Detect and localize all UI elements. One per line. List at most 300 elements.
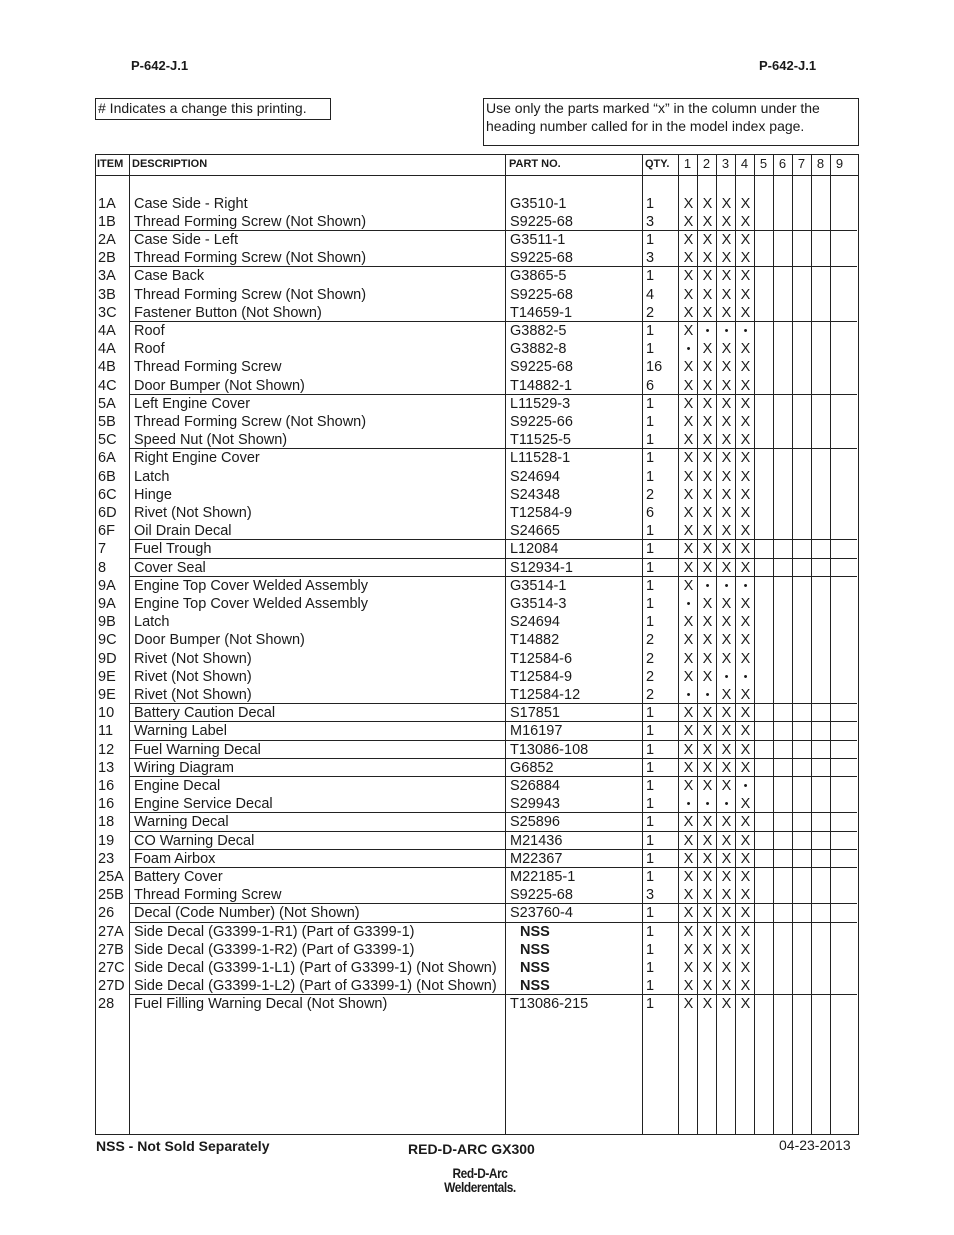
- model-mark: X: [740, 796, 751, 813]
- model-column-header: 7: [797, 156, 806, 171]
- model-mark: X: [683, 413, 694, 430]
- table-row: [96, 959, 858, 977]
- col-header-qty: QTY.: [645, 158, 670, 170]
- table-row: [96, 522, 858, 540]
- model-mark: X: [683, 668, 694, 685]
- part-quantity: 1: [646, 268, 655, 285]
- part-number: G3882-8: [510, 341, 567, 358]
- model-mark: X: [740, 341, 751, 358]
- model-mark: X: [721, 468, 732, 485]
- model-mark: X: [721, 996, 732, 1013]
- part-number: T12584-9: [510, 504, 573, 521]
- table-row: [96, 195, 858, 213]
- model-mark: X: [702, 195, 713, 212]
- item-number: 10: [98, 705, 115, 722]
- part-number: M22367: [510, 850, 563, 867]
- model-mark: X: [740, 978, 751, 995]
- model-mark: X: [721, 523, 732, 540]
- part-quantity: 1: [646, 905, 655, 922]
- part-quantity: 6: [646, 504, 655, 521]
- model-mark: X: [702, 814, 713, 831]
- model-mark: X: [683, 905, 694, 922]
- model-mark: X: [683, 559, 694, 576]
- model-mark: X: [683, 286, 694, 303]
- model-mark: •: [743, 324, 748, 337]
- part-description: Engine Service Decal: [134, 796, 273, 813]
- model-mark: X: [721, 978, 732, 995]
- model-mark: X: [702, 632, 713, 649]
- model-mark: X: [721, 923, 732, 940]
- model-mark: X: [740, 450, 751, 467]
- model-column-header: 8: [816, 156, 825, 171]
- model-mark: X: [740, 741, 751, 758]
- item-number: 12: [98, 741, 115, 758]
- model-mark: X: [702, 341, 713, 358]
- model-mark: X: [702, 850, 713, 867]
- model-mark: X: [740, 887, 751, 904]
- model-mark: X: [683, 741, 694, 758]
- part-quantity: 1: [646, 395, 655, 412]
- model-column-header: 4: [740, 156, 749, 171]
- part-description: Left Engine Cover: [134, 395, 251, 412]
- model-mark: X: [740, 486, 751, 503]
- part-quantity: 1: [646, 723, 655, 740]
- model-mark: X: [683, 868, 694, 885]
- model-mark: X: [702, 705, 713, 722]
- part-quantity: 1: [646, 996, 655, 1013]
- part-number: L12084: [510, 541, 559, 558]
- part-description: Warning Decal: [134, 814, 229, 831]
- item-number: 11: [98, 723, 114, 740]
- model-mark: •: [705, 324, 710, 337]
- part-number: S12934-1: [510, 559, 573, 576]
- usage-note: Use only the parts marked “x” in the column under the heading number called for in the model index page.: [483, 98, 859, 146]
- part-description: Hinge: [134, 486, 172, 503]
- part-number: S23760-4: [510, 905, 573, 922]
- item-number: 9B: [98, 614, 116, 631]
- model-mark: X: [721, 686, 732, 703]
- part-quantity: 1: [646, 413, 655, 430]
- table-row: [96, 286, 858, 304]
- item-number: 6B: [98, 468, 116, 485]
- part-number: NSS: [520, 978, 550, 995]
- part-description: Fuel Trough: [134, 541, 212, 558]
- model-mark: X: [740, 905, 751, 922]
- part-description: Decal (Code Number) (Not Shown): [134, 905, 360, 922]
- model-mark: X: [683, 231, 694, 248]
- model-mark: X: [683, 705, 694, 722]
- model-mark: X: [740, 996, 751, 1013]
- table-row: [96, 559, 858, 577]
- model-mark: X: [702, 905, 713, 922]
- model-mark: X: [702, 759, 713, 776]
- model-mark: X: [721, 777, 732, 794]
- model-mark: X: [740, 941, 751, 958]
- table-row: [96, 850, 858, 868]
- part-quantity: 1: [646, 559, 655, 576]
- model-mark: •: [686, 597, 691, 610]
- part-description: Rivet (Not Shown): [134, 668, 252, 685]
- model-mark: X: [702, 304, 713, 321]
- part-quantity: 1: [646, 523, 655, 540]
- part-number: G3882-5: [510, 322, 567, 339]
- table-row: [96, 231, 858, 249]
- part-description: Door Bumper (Not Shown): [134, 377, 305, 394]
- model-mark: X: [683, 996, 694, 1013]
- model-mark: X: [721, 559, 732, 576]
- item-number: 1A: [98, 195, 116, 212]
- model-mark: X: [721, 959, 732, 976]
- part-quantity: 1: [646, 595, 655, 612]
- model-mark: •: [686, 688, 691, 701]
- model-mark: X: [721, 650, 732, 667]
- model-mark: •: [686, 798, 691, 811]
- model-mark: X: [683, 377, 694, 394]
- model-mark: X: [740, 923, 751, 940]
- item-number: 18: [98, 814, 115, 831]
- part-description: Thread Forming Screw: [134, 887, 282, 904]
- part-description: Side Decal (G3399-1-L2) (Part of G3399-1) (Not Shown): [134, 978, 497, 995]
- item-number: 16: [98, 796, 115, 813]
- model-mark: X: [721, 250, 732, 267]
- model-mark: X: [740, 195, 751, 212]
- model-mark: X: [702, 868, 713, 885]
- model-mark: X: [702, 595, 713, 612]
- part-quantity: 2: [646, 304, 655, 321]
- item-number: 3B: [98, 286, 116, 303]
- col-header-part-no: PART NO.: [509, 158, 561, 170]
- part-description: Rivet (Not Shown): [134, 686, 252, 703]
- table-row: [96, 686, 858, 704]
- model-mark: X: [683, 523, 694, 540]
- part-quantity: 2: [646, 650, 655, 667]
- part-description: Side Decal (G3399-1-L1) (Part of G3399-1) (Not Shown): [134, 959, 497, 976]
- model-mark: X: [740, 850, 751, 867]
- part-quantity: 16: [646, 359, 663, 376]
- model-mark: X: [721, 377, 732, 394]
- part-description: Case Side - Right: [134, 195, 248, 212]
- model-mark: X: [683, 250, 694, 267]
- item-number: 27D: [98, 978, 125, 995]
- part-quantity: 1: [646, 759, 655, 776]
- model-mark: X: [740, 231, 751, 248]
- item-number: 6C: [98, 486, 117, 503]
- item-number: 25B: [98, 887, 124, 904]
- part-description: Cover Seal: [134, 559, 206, 576]
- part-quantity: 2: [646, 668, 655, 685]
- model-mark: X: [683, 359, 694, 376]
- model-mark: •: [743, 670, 748, 683]
- part-quantity: 1: [646, 432, 655, 449]
- parts-table: [95, 154, 859, 1135]
- table-row: [96, 613, 858, 631]
- part-number: S9225-68: [510, 286, 573, 303]
- part-description: Battery Cover: [134, 868, 223, 885]
- model-mark: X: [721, 286, 732, 303]
- model-mark: X: [702, 650, 713, 667]
- model-column-header: 9: [835, 156, 844, 171]
- part-number: S9225-68: [510, 887, 573, 904]
- part-quantity: 4: [646, 286, 655, 303]
- part-number: S24694: [510, 468, 560, 485]
- model-mark: X: [740, 723, 751, 740]
- model-mark: X: [702, 541, 713, 558]
- part-quantity: 1: [646, 923, 655, 940]
- model-mark: X: [721, 905, 732, 922]
- model-mark: X: [702, 504, 713, 521]
- model-mark: X: [740, 359, 751, 376]
- part-number: S26884: [510, 777, 560, 794]
- model-mark: •: [743, 779, 748, 792]
- part-description: Latch: [134, 614, 170, 631]
- part-number: G3511-1: [510, 231, 566, 248]
- model-mark: X: [683, 304, 694, 321]
- item-number: 5A: [98, 395, 116, 412]
- part-quantity: 3: [646, 887, 655, 904]
- part-number: S24665: [510, 523, 560, 540]
- part-description: Side Decal (G3399-1-R1) (Part of G3399-1): [134, 923, 415, 940]
- part-quantity: 1: [646, 195, 655, 212]
- part-description: Fuel Filling Warning Decal (Not Shown): [134, 996, 388, 1013]
- part-description: Foam Airbox: [134, 850, 216, 867]
- model-column-header: 6: [778, 156, 787, 171]
- part-quantity: 6: [646, 377, 655, 394]
- model-mark: X: [702, 450, 713, 467]
- model-mark: X: [683, 195, 694, 212]
- model-mark: X: [740, 268, 751, 285]
- item-number: 5C: [98, 432, 117, 449]
- model-mark: X: [702, 741, 713, 758]
- part-description: Rivet (Not Shown): [134, 650, 252, 667]
- model-mark: X: [721, 304, 732, 321]
- part-description: Right Engine Cover: [134, 450, 260, 467]
- item-number: 25A: [98, 868, 124, 885]
- model-column-header: 2: [702, 156, 711, 171]
- model-mark: X: [683, 486, 694, 503]
- model-mark: X: [721, 504, 732, 521]
- part-description: Fastener Button (Not Shown): [134, 304, 322, 321]
- table-row: [96, 213, 858, 231]
- part-description: Thread Forming Screw (Not Shown): [134, 250, 367, 267]
- table-row: [96, 340, 858, 358]
- table-row: [96, 813, 858, 831]
- part-quantity: 1: [646, 577, 655, 594]
- model-mark: X: [721, 850, 732, 867]
- item-number: 16: [98, 777, 115, 794]
- part-number: T12584-6: [510, 650, 573, 667]
- table-row: [96, 722, 858, 740]
- model-mark: X: [683, 504, 694, 521]
- model-mark: X: [721, 268, 732, 285]
- model-mark: X: [702, 286, 713, 303]
- model-mark: X: [721, 741, 732, 758]
- model-mark: X: [683, 395, 694, 412]
- part-number: S9225-66: [510, 413, 573, 430]
- item-number: 23: [98, 850, 115, 867]
- part-number: M16197: [510, 723, 563, 740]
- model-mark: X: [740, 504, 751, 521]
- part-quantity: 1: [646, 741, 655, 758]
- table-row: [96, 595, 858, 613]
- model-mark: X: [683, 777, 694, 794]
- model-mark: X: [702, 723, 713, 740]
- part-quantity: 1: [646, 850, 655, 867]
- part-number: T11525-5: [510, 432, 571, 449]
- part-number: NSS: [520, 959, 550, 976]
- model-mark: X: [721, 705, 732, 722]
- part-quantity: 1: [646, 541, 655, 558]
- part-number: T14659-1: [510, 304, 573, 321]
- model-mark: X: [702, 213, 713, 230]
- model-mark: X: [702, 777, 713, 794]
- part-description: CO Warning Decal: [134, 832, 255, 849]
- model-mark: X: [740, 541, 751, 558]
- part-number: T14882-1: [510, 377, 573, 394]
- table-row: [96, 449, 858, 467]
- item-number: 27A: [98, 923, 124, 940]
- col-header-item: ITEM: [97, 158, 124, 170]
- model-mark: X: [702, 268, 713, 285]
- part-number: G3510-1: [510, 195, 567, 212]
- model-mark: X: [740, 250, 751, 267]
- part-quantity: 2: [646, 632, 655, 649]
- model-mark: X: [683, 541, 694, 558]
- table-row: [96, 504, 858, 522]
- table-row: [96, 468, 858, 486]
- table-row: [96, 486, 858, 504]
- part-number: S29943: [510, 796, 560, 813]
- model-mark: X: [721, 395, 732, 412]
- model-mark: X: [740, 759, 751, 776]
- model-mark: X: [702, 614, 713, 631]
- item-number: 9A: [98, 595, 116, 612]
- item-number: 3A: [98, 268, 116, 285]
- table-row: [96, 577, 858, 595]
- table-row: [96, 413, 858, 431]
- model-mark: X: [721, 541, 732, 558]
- part-description: Case Back: [134, 268, 205, 285]
- item-number: 6D: [98, 504, 117, 521]
- model-mark: X: [683, 632, 694, 649]
- model-mark: X: [702, 395, 713, 412]
- model-mark: X: [702, 250, 713, 267]
- model-column-header: 3: [721, 156, 730, 171]
- part-description: Fuel Warning Decal: [134, 741, 261, 758]
- part-quantity: 1: [646, 978, 655, 995]
- model-mark: •: [724, 670, 729, 683]
- part-number: S9225-68: [510, 359, 573, 376]
- model-mark: X: [702, 231, 713, 248]
- part-description: Speed Nut (Not Shown): [134, 432, 288, 449]
- model-mark: X: [721, 723, 732, 740]
- model-mark: X: [702, 559, 713, 576]
- item-number: 8: [98, 559, 107, 576]
- model-mark: X: [683, 759, 694, 776]
- table-row: [96, 267, 858, 285]
- item-number: 27C: [98, 959, 125, 976]
- part-number: S24348: [510, 486, 560, 503]
- change-note: # Indicates a change this printing.: [95, 98, 331, 120]
- part-number: G3514-3: [510, 595, 567, 612]
- page-code-left: P-642-J.1: [131, 58, 189, 73]
- part-description: Roof: [134, 322, 165, 339]
- part-description: Rivet (Not Shown): [134, 504, 252, 521]
- model-mark: X: [702, 523, 713, 540]
- model-mark: X: [683, 887, 694, 904]
- model-mark: X: [721, 413, 732, 430]
- model-mark: X: [702, 432, 713, 449]
- table-row: [96, 631, 858, 649]
- model-mark: X: [683, 450, 694, 467]
- item-number: 6F: [98, 523, 115, 540]
- table-row: [96, 322, 858, 340]
- item-number: 9C: [98, 632, 117, 649]
- model-mark: X: [721, 359, 732, 376]
- part-number: S9225-68: [510, 250, 573, 267]
- part-number: G3514-1: [510, 577, 567, 594]
- model-mark: •: [705, 579, 710, 592]
- model-mark: X: [721, 231, 732, 248]
- item-number: 27B: [98, 941, 124, 958]
- table-row: [96, 904, 858, 922]
- item-number: 9A: [98, 577, 116, 594]
- table-row: [96, 431, 858, 449]
- part-quantity: 3: [646, 250, 655, 267]
- part-number: T13086-108: [510, 741, 589, 758]
- table-row: [96, 704, 858, 722]
- model-mark: X: [721, 195, 732, 212]
- model-mark: X: [683, 923, 694, 940]
- model-mark: X: [702, 468, 713, 485]
- model-mark: •: [743, 579, 748, 592]
- model-mark: X: [683, 432, 694, 449]
- item-number: 7: [98, 541, 107, 558]
- part-number: T14882: [510, 632, 560, 649]
- model-mark: X: [683, 577, 694, 594]
- part-quantity: 1: [646, 777, 655, 794]
- model-mark: X: [740, 595, 751, 612]
- model-mark: X: [740, 523, 751, 540]
- part-description: Door Bumper (Not Shown): [134, 632, 305, 649]
- model-mark: X: [721, 341, 732, 358]
- part-description: Thread Forming Screw (Not Shown): [134, 413, 367, 430]
- model-mark: X: [721, 595, 732, 612]
- table-row: [96, 868, 858, 886]
- part-number: M21436: [510, 832, 563, 849]
- part-quantity: 1: [646, 450, 655, 467]
- model-mark: X: [740, 559, 751, 576]
- model-mark: X: [702, 978, 713, 995]
- part-description: Oil Drain Decal: [134, 523, 232, 540]
- part-number: S25896: [510, 814, 560, 831]
- part-description: Engine Top Cover Welded Assembly: [134, 595, 369, 612]
- model-mark: X: [683, 650, 694, 667]
- item-number: 9E: [98, 686, 116, 703]
- item-number: 2B: [98, 250, 116, 267]
- model-mark: X: [721, 868, 732, 885]
- model-mark: X: [721, 832, 732, 849]
- item-number: 9E: [98, 668, 116, 685]
- item-number: 13: [98, 759, 115, 776]
- model-mark: X: [740, 686, 751, 703]
- model-mark: •: [724, 798, 729, 811]
- model-mark: X: [683, 723, 694, 740]
- item-number: 4A: [98, 322, 116, 339]
- model-mark: X: [740, 304, 751, 321]
- model-mark: X: [740, 413, 751, 430]
- table-row: [96, 741, 858, 759]
- nss-footnote: NSS - Not Sold Separately: [96, 1138, 270, 1154]
